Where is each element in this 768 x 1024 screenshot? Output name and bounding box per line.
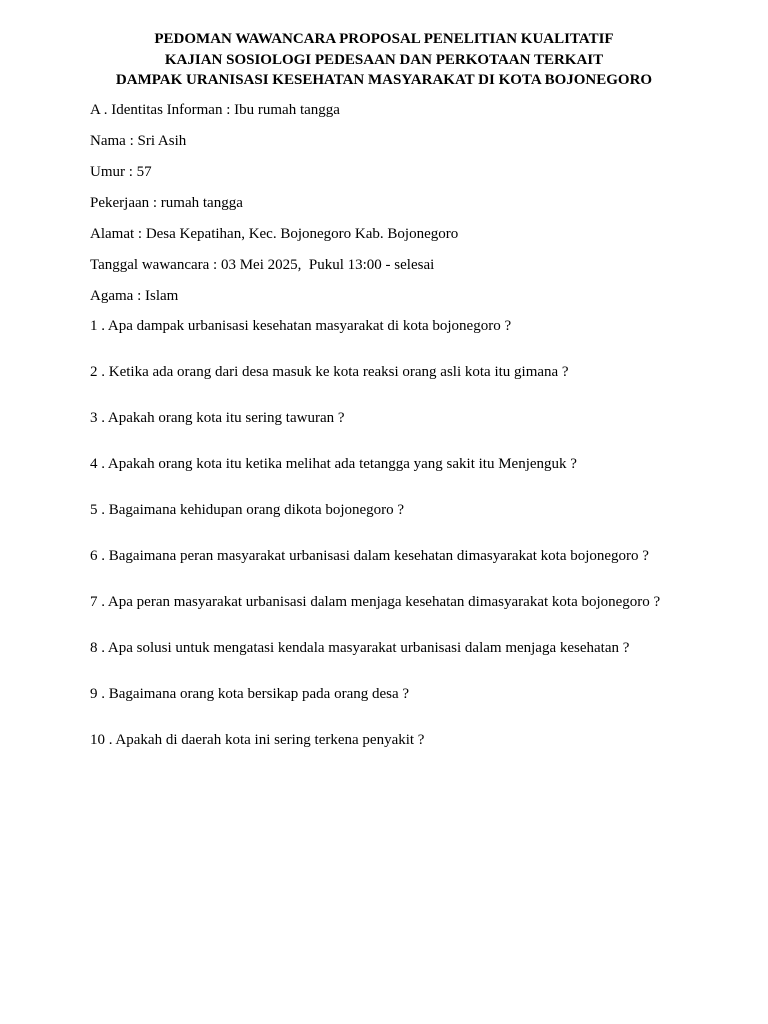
informant-age: Umur : 57 <box>90 164 152 180</box>
question-item: 5 . Bagaimana kehidupan orang dikota bojonegoro ? <box>90 502 405 518</box>
informant-occupation: Pekerjaan : rumah tangga <box>90 195 243 211</box>
question-item: 2 . Ketika ada orang dari desa masuk ke kota reaksi orang asli kota itu gimana ? <box>90 364 569 380</box>
question-item: 1 . Apa dampak urbanisasi kesehatan masyarakat di kota bojonegoro ? <box>90 318 512 334</box>
informant-address: Alamat : Desa Kepatihan, Kec. Bojonegoro Kab. Bojonegoro <box>90 226 459 242</box>
question-item: 8 . Apa solusi untuk mengatasi kendala masyarakat urbanisasi dalam menjaga kesehatan ? <box>90 640 630 656</box>
document-title <box>0 29 768 91</box>
question-item: 9 . Bagaimana orang kota bersikap pada orang desa ? <box>90 686 410 702</box>
interview-date: Tanggal wawancara : 03 Mei 2025, Pukul 13:00 - selesai <box>90 257 435 273</box>
title-line-2: KAJIAN SOSIOLOGI PEDESAAN DAN PERKOTAAN TERKAIT <box>164 51 604 68</box>
title-line-1: PEDOMAN WAWANCARA PROPOSAL PENELITIAN KUALITATIF <box>154 31 614 47</box>
informant-identity-section <box>90 100 730 317</box>
question-item: 6 . Bagaimana peran masyarakat urbanisasi dalam kesehatan dimasyarakat kota bojonegoro ? <box>90 548 649 564</box>
question-item: 4 . Apakah orang kota itu ketika melihat ada tetangga yang sakit itu Menjenguk ? <box>90 456 577 472</box>
question-item: 7 . Apa peran masyarakat urbanisasi dalam menjaga kesehatan dimasyarakat kota bojonegoro ? <box>90 594 661 610</box>
question-item: 3 . Apakah orang kota itu sering tawuran ? <box>90 410 345 426</box>
informant-identity: A . Identitas Informan : Ibu rumah tangga <box>90 102 340 118</box>
title-line-3: DAMPAK URANISASI KESEHATAN MASYARAKAT DI KOTA BOJONEGORO <box>115 72 653 88</box>
interview-questions-list <box>90 316 730 776</box>
informant-name: Nama : Sri Asih <box>90 133 187 149</box>
informant-religion: Agama : Islam <box>90 288 179 304</box>
question-item: 10 . Apakah di daerah kota ini sering terkena penyakit ? <box>90 732 425 748</box>
